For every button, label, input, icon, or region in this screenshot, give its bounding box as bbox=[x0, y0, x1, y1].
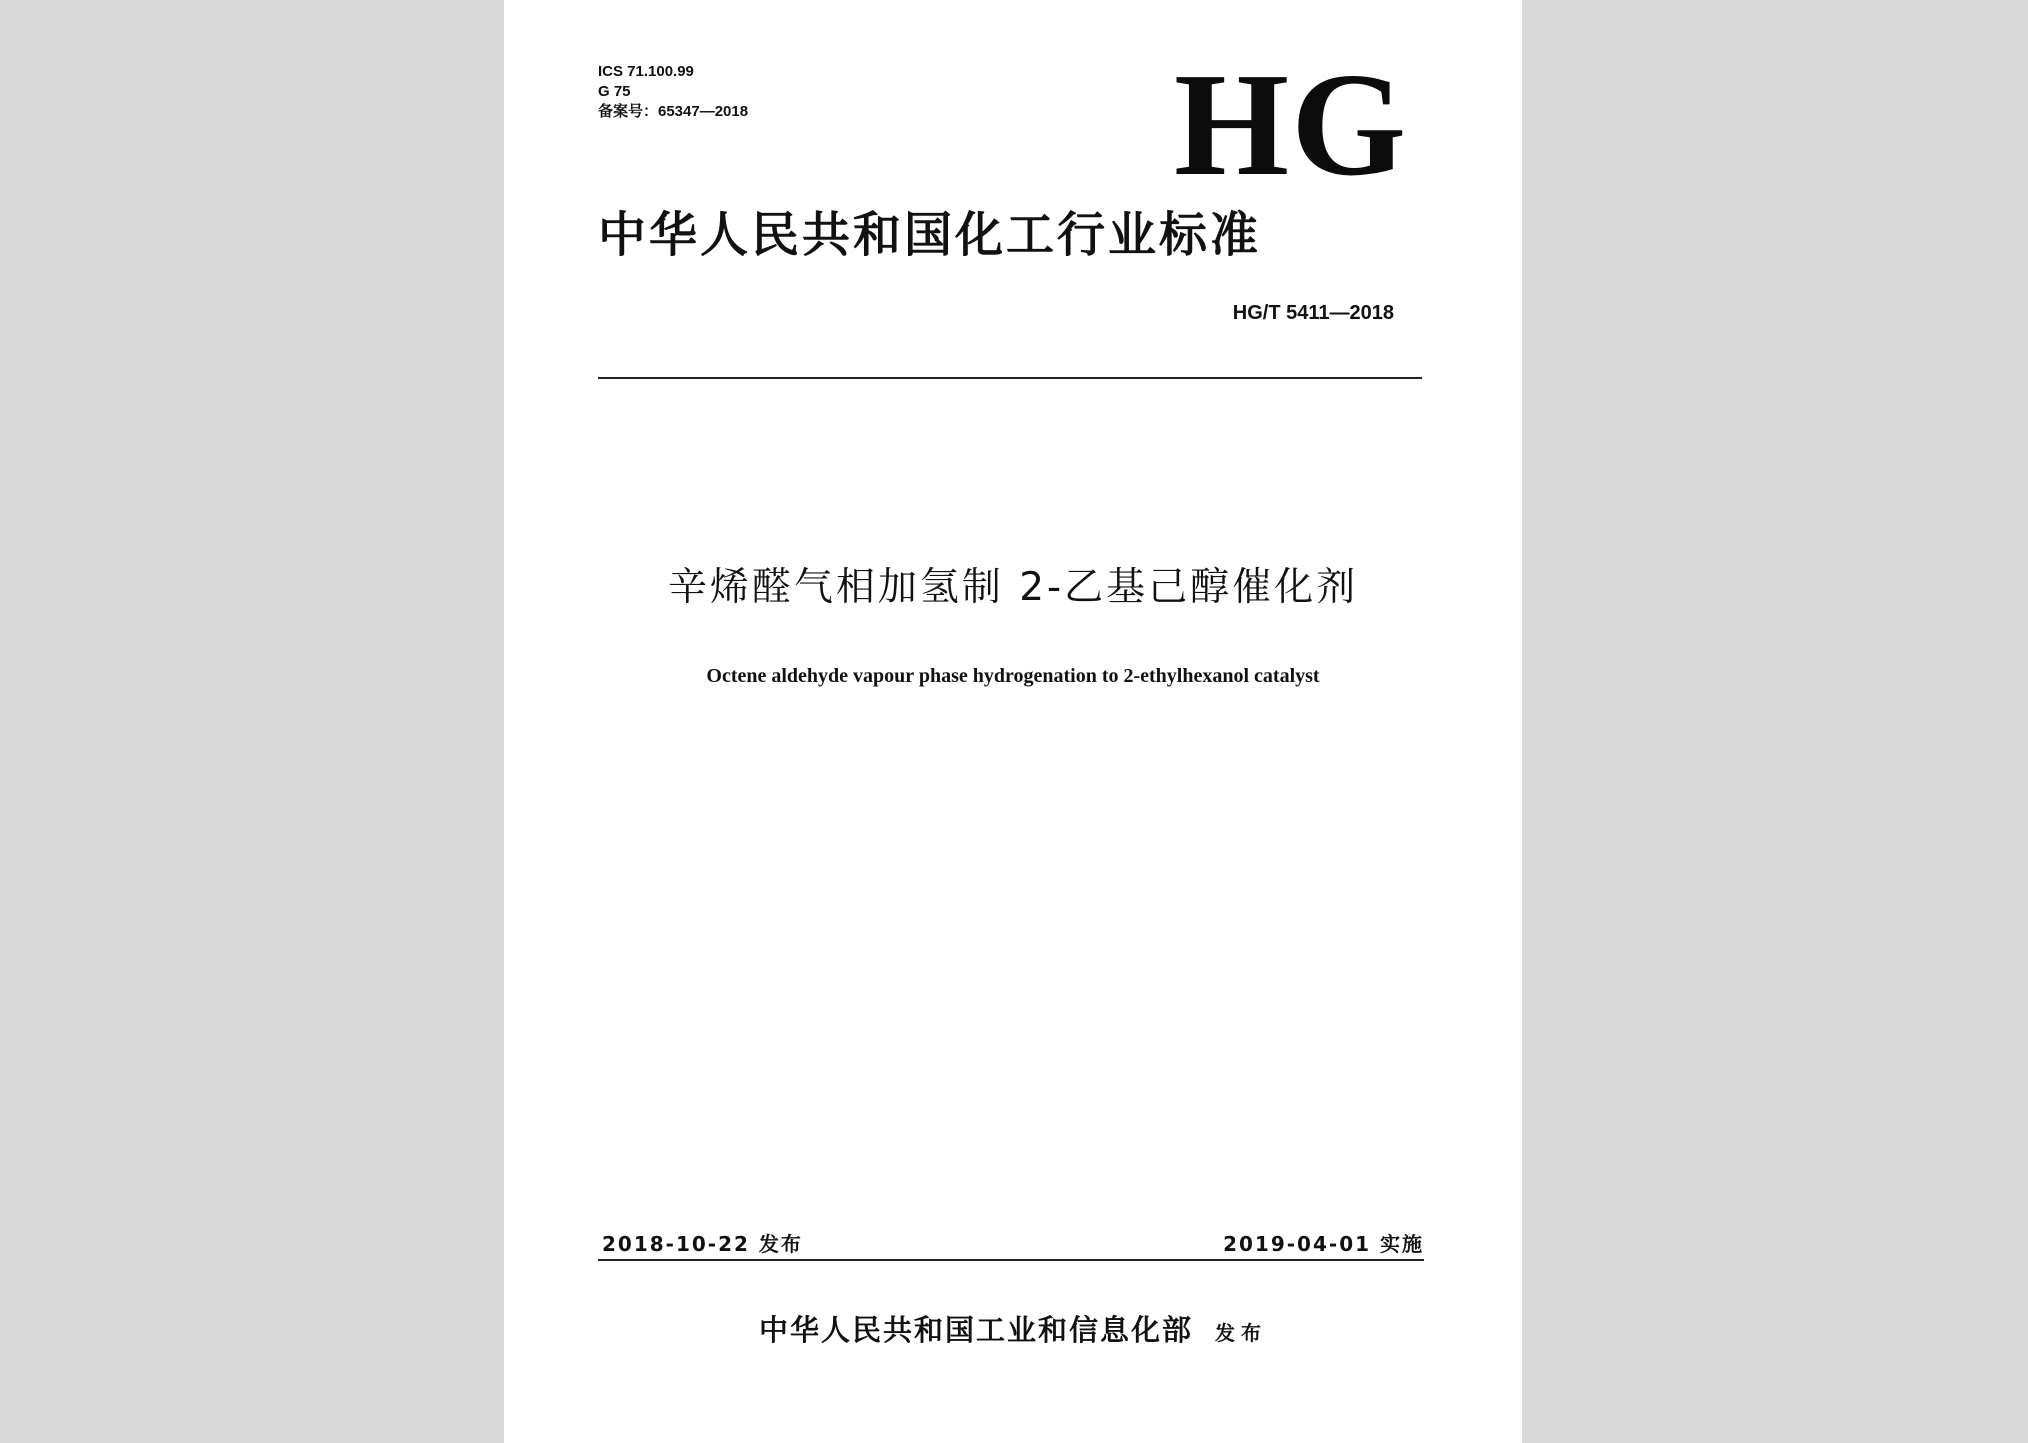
standard-category-title: 中华人民共和国化工行业标准 bbox=[598, 207, 1262, 263]
document-page bbox=[504, 0, 1522, 1443]
issuer-line bbox=[504, 1308, 1522, 1349]
issuer-action: 发布 bbox=[1215, 1321, 1267, 1345]
issuer-name: 中华人民共和国工业和信息化部 bbox=[758, 1313, 1193, 1347]
classification-block bbox=[598, 62, 748, 122]
implementation-date: 2019-04-01 实施 bbox=[1223, 1232, 1424, 1256]
title-chinese: 辛烯醛气相加氢制 2-乙基己醇催化剂 bbox=[667, 565, 1359, 610]
top-divider bbox=[598, 377, 1422, 379]
bottom-divider bbox=[598, 1259, 1424, 1261]
title-english: Octene aldehyde vapour phase hydrogenation to 2-ethylhexanol catalyst bbox=[706, 665, 1320, 687]
standard-number: HG/T 5411—2018 bbox=[1232, 302, 1394, 324]
hg-logo: HG bbox=[1174, 43, 1409, 207]
filing-number: 备案号：65347—2018 bbox=[598, 103, 749, 120]
ics-code: ICS 71.100.99 bbox=[598, 63, 694, 80]
ccs-code: G 75 bbox=[598, 83, 631, 100]
issue-date: 2018-10-22 发布 bbox=[602, 1232, 803, 1256]
